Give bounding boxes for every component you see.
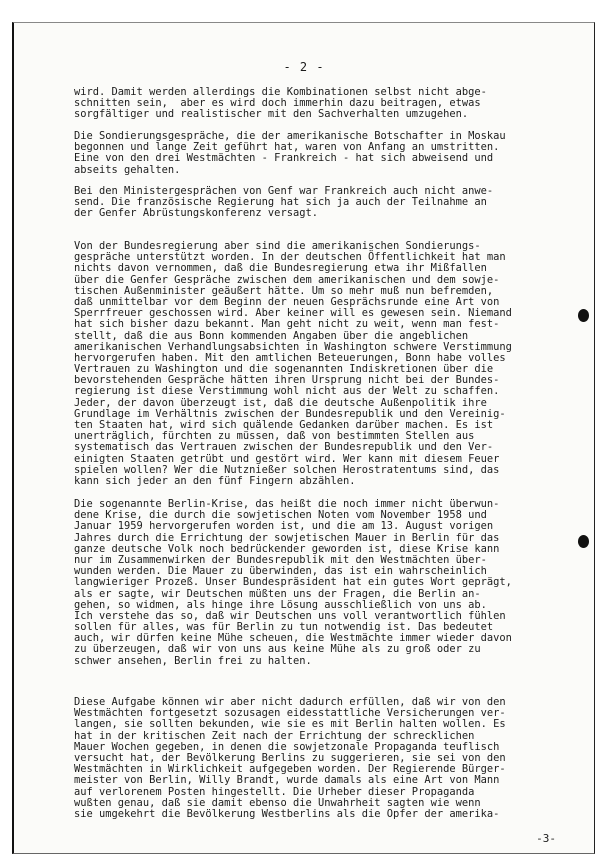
text-line: Vertrauen zu Washington und die sogenannten Indiskretionen über die <box>74 363 494 376</box>
text-line: bevorstehenden Gespräche hätten ihren Ursprung nicht bei der Bundes- <box>74 374 500 387</box>
text-line: über die Genfer Gespräche zwischen dem amerikanischen und dem sowje- <box>74 273 500 286</box>
text-line: der Genfer Abrüstungskonferenz versagt. <box>74 207 318 220</box>
text-line: langen, sie sollten bekunden, wie sie es mit Berlin halten wollen. Es <box>74 718 506 731</box>
text-line: daß unmittelbar vor dem Beginn der neuen Gesprächsrunde eine Art von <box>74 295 500 308</box>
text-line: Von der Bundesregierung aber sind die amerikanischen Sondierungs- <box>74 240 481 252</box>
text-line: Westmächten in Wirklichkeit aufgegeben worden. Der Regierende Bürger- <box>74 763 506 776</box>
text-line: sie umgekehrt die Bevölkerung Westberlins als die Opfer der amerika- <box>74 807 500 820</box>
paragraph <box>74 697 506 820</box>
text-line: ten Staaten hat, wird sich quälende Gedanken darüber machen. Es ist <box>74 419 494 431</box>
text-line: Diese Aufgabe können wir aber nicht dadurch erfüllen, daß wir von den <box>74 696 506 708</box>
text-line: Westmächten fortgesetzt sozusagen eidesstattliche Versicherungen ver- <box>74 707 506 720</box>
text-line: ganze deutsche Volk noch bedrückender geworden ist, diese Krise kann <box>74 542 500 555</box>
text-line: schwer ansehen, Berlin frei zu halten. <box>74 654 312 667</box>
text-line: schnitten sein, aber es wird doch immerhin dazu beitragen, etwas <box>74 97 481 110</box>
text-line: Ich verstehe das so, daß wir Deutschen uns voll verantwortlich fühlen <box>74 609 506 622</box>
text-line: als er sagte, wir Deutschen müßten uns der Fragen, die Berlin an- <box>74 587 481 600</box>
text-line: Sperrfreuer geschossen wird. Aber keiner will es gewesen sein. Niemand <box>74 307 512 320</box>
text-line: kann sich jeder an den fünf Fingern abzählen. <box>74 474 356 487</box>
text-line: Bei den Ministergesprächen von Genf war Frankreich auch nicht anwe- <box>74 185 494 197</box>
text-line: gehen, so widmen, als hinge ihre Lösung ausschließlich von uns ab. <box>74 598 487 611</box>
text-line: Die sogenannte Berlin-Krise, das heißt die noch immer nicht überwun- <box>74 498 500 510</box>
text-line: tischen Außenminister geäußert hätte. Um so mehr muß nun befremden, <box>74 284 494 297</box>
text-line: einigten Staaten getrübt und gestört wird. Wer kann mit diesem Feuer <box>74 452 500 465</box>
text-line: systematisch das Vertrauen zwischen der Bundesrepublik und den Ver- <box>74 441 494 454</box>
text-line: Grundlage im Verhältnis zwischen der Bundesrepublik und den Vereinig- <box>74 407 506 420</box>
text-line: sorgfältiger und realistischer mit den Sachverhalten umzugehen. <box>74 108 469 121</box>
text-line: auf verlorenem Posten hingestellt. Die Urheber dieser Propaganda <box>74 785 475 798</box>
text-line: amerikanischen Verhandlungsabsichten in Washington schwere Verstimmung <box>74 340 512 353</box>
text-line: wird. Damit werden allerdings die Kombinationen selbst nicht abge- <box>74 86 487 98</box>
paragraph <box>74 87 487 121</box>
text-line: gespräche unterstützt worden. In der deutschen Öffentlichkeit hat man <box>74 251 506 264</box>
punch-hole-mark <box>578 309 589 322</box>
text-line: stellt, daß die aus Bonn kommenden Angaben über die angeblichen <box>74 329 469 342</box>
text-line: Jeder, der davon überzeugt ist, daß die deutsche Außenpolitik ihre <box>74 396 487 409</box>
text-line: Januar 1959 hervorgerufen worden ist, und die am 13. August vorigen <box>74 520 494 533</box>
paragraph <box>74 131 506 176</box>
text-line: dene Krise, die durch die sowjetischen Noten vom November 1958 und <box>74 509 487 522</box>
text-line: Eine von den drei Westmächten - Frankreich - hat sich abweisend und <box>74 152 494 165</box>
punch-hole-mark <box>578 535 589 548</box>
text-line: hervorgerufen haben. Mit den amtlichen Beteuerungen, Bonn habe volles <box>74 351 506 364</box>
paragraph <box>74 241 512 487</box>
text-line: send. Die französische Regierung hat sich ja auch der Teilnahme an <box>74 196 487 209</box>
text-line: sollen für alles, was für Berlin zu tun notwendig ist. Das bedeutet <box>74 621 494 634</box>
text-line: auch, wir dürfen keine Mühe scheuen, die Westmächte immer wieder davon <box>74 632 512 645</box>
text-line: nichts davon vernommen, daß die Bundesregierung etwa ihr Mißfallen <box>74 262 487 275</box>
paragraph <box>74 499 512 667</box>
text-line: Die Sondierungsgespräche, die der amerikanische Botschafter in Moskau <box>74 130 506 142</box>
text-line: zu überzeugen, daß wir von uns aus keine Mühe als zu groß oder zu <box>74 643 481 656</box>
text-line: abseits gehalten. <box>74 163 181 176</box>
text-line: wunden werden. Die Mauer zu überwinden, das ist ein wahrscheinlich <box>74 565 487 578</box>
page-number: - 2 - <box>283 60 325 74</box>
paragraph <box>74 186 493 220</box>
text-line: regierung ist diese Verstimmung wohl nicht aus der Welt zu schaffen. <box>74 385 500 398</box>
text-line: Jahres durch die Errichtung der sowjetischen Mauer in Berlin für das <box>74 531 500 544</box>
text-line: hat sich bisher dazu bekannt. Man geht nicht zu weit, wenn man fest- <box>74 318 500 331</box>
text-line: wußten genau, daß sie damit ebenso die Unwahrheit sagten wie wenn <box>74 796 481 809</box>
document-page <box>12 22 595 854</box>
text-line: langwieriger Prozeß. Unser Bundespräsident hat ein gutes Wort geprägt, <box>74 576 512 589</box>
text-line: begonnen und lange Zeit geführt hat, waren von Anfang an umstritten. <box>74 141 500 154</box>
text-line: spielen wollen? Wer die Nutznießer solchen Herostratentums sind, das <box>74 463 500 476</box>
text-line: hat in der kritischen Zeit nach der Errichtung der schrecklichen <box>74 729 475 742</box>
text-line: Mauer Wochen gegeben, in denen die sowjetzonale Propaganda teuflisch <box>74 740 500 753</box>
text-line: meister von Berlin, Willy Brandt, wurde damals als eine Art von Mann <box>74 774 500 787</box>
text-line: nur im Zusammenwirken der Bundesrepublik mit den Westmächten über- <box>74 553 487 566</box>
text-line: versucht hat, der Bevölkerung Berlins zu suggerieren, sie sei von den <box>74 751 506 764</box>
text-line: unerträglich, fürchten zu müssen, daß von bestimmten Stellen aus <box>74 430 475 443</box>
continuation-marker: -3- <box>536 832 556 845</box>
